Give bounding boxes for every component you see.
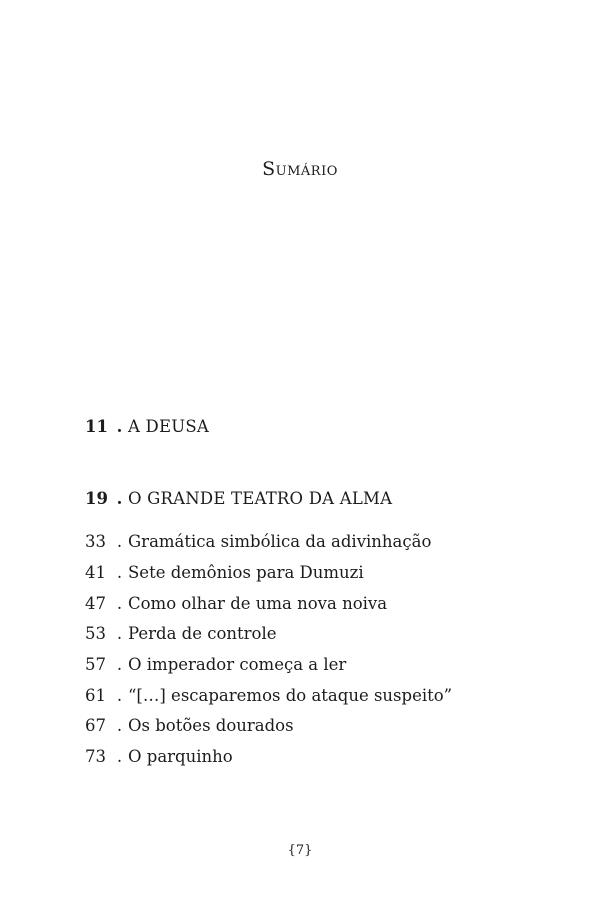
toc-separator: . [116, 655, 123, 674]
toc-separator: . [116, 686, 123, 705]
toc-chapter-title: Gramática simbólica da adivinhação [128, 532, 432, 551]
toc-separator: . [116, 563, 123, 582]
toc-part-title: O GRANDE TEATRO DA ALMA [128, 489, 393, 508]
toc-page-number: 47 [85, 594, 106, 613]
toc-page-number: 61 [85, 686, 106, 705]
toc-chapter-entry [85, 592, 387, 616]
toc-page-number: 73 [85, 747, 106, 766]
toc-page-number: 19 [85, 489, 108, 508]
toc-chapter-title: Como olhar de uma nova noiva [128, 594, 388, 613]
toc-chapter-entry [85, 714, 294, 738]
toc-separator: . [116, 624, 123, 643]
toc-chapter-entry [85, 653, 346, 677]
toc-page-number: 53 [85, 624, 106, 643]
toc-part-entry [85, 487, 392, 511]
toc-chapter-entry [85, 745, 233, 769]
toc-chapter-entry [85, 684, 452, 708]
toc-page-number: 67 [85, 716, 106, 735]
toc-page-number: 41 [85, 563, 106, 582]
toc-separator: . [116, 747, 123, 766]
toc-separator: . [116, 716, 123, 735]
toc-chapter-title: O imperador começa a ler [128, 655, 347, 674]
page-number-footer: {7} [287, 843, 313, 858]
toc-separator: . [116, 594, 123, 613]
toc-chapter-title: Os botões dourados [128, 716, 294, 735]
toc-chapter-title: Perda de controle [128, 624, 277, 643]
toc-part-entry [85, 415, 209, 439]
toc-chapter-entry [85, 561, 364, 585]
toc-page-number: 11 [85, 417, 108, 436]
toc-page-number: 57 [85, 655, 106, 674]
toc-separator: . [116, 417, 123, 436]
page-title: Sumário [262, 158, 338, 180]
toc-chapter-title: O parquinho [128, 747, 233, 766]
toc-chapter-entry [85, 622, 277, 646]
toc-separator: . [116, 532, 123, 551]
toc-separator: . [116, 489, 123, 508]
toc-part-title: A DEUSA [128, 417, 209, 436]
toc-page-number: 33 [85, 532, 106, 551]
toc-chapter-title: Sete demônios para Dumuzi [128, 563, 364, 582]
toc-chapter-title: “[…] escaparemos do ataque suspeito” [128, 686, 453, 705]
toc-chapter-entry [85, 530, 431, 554]
